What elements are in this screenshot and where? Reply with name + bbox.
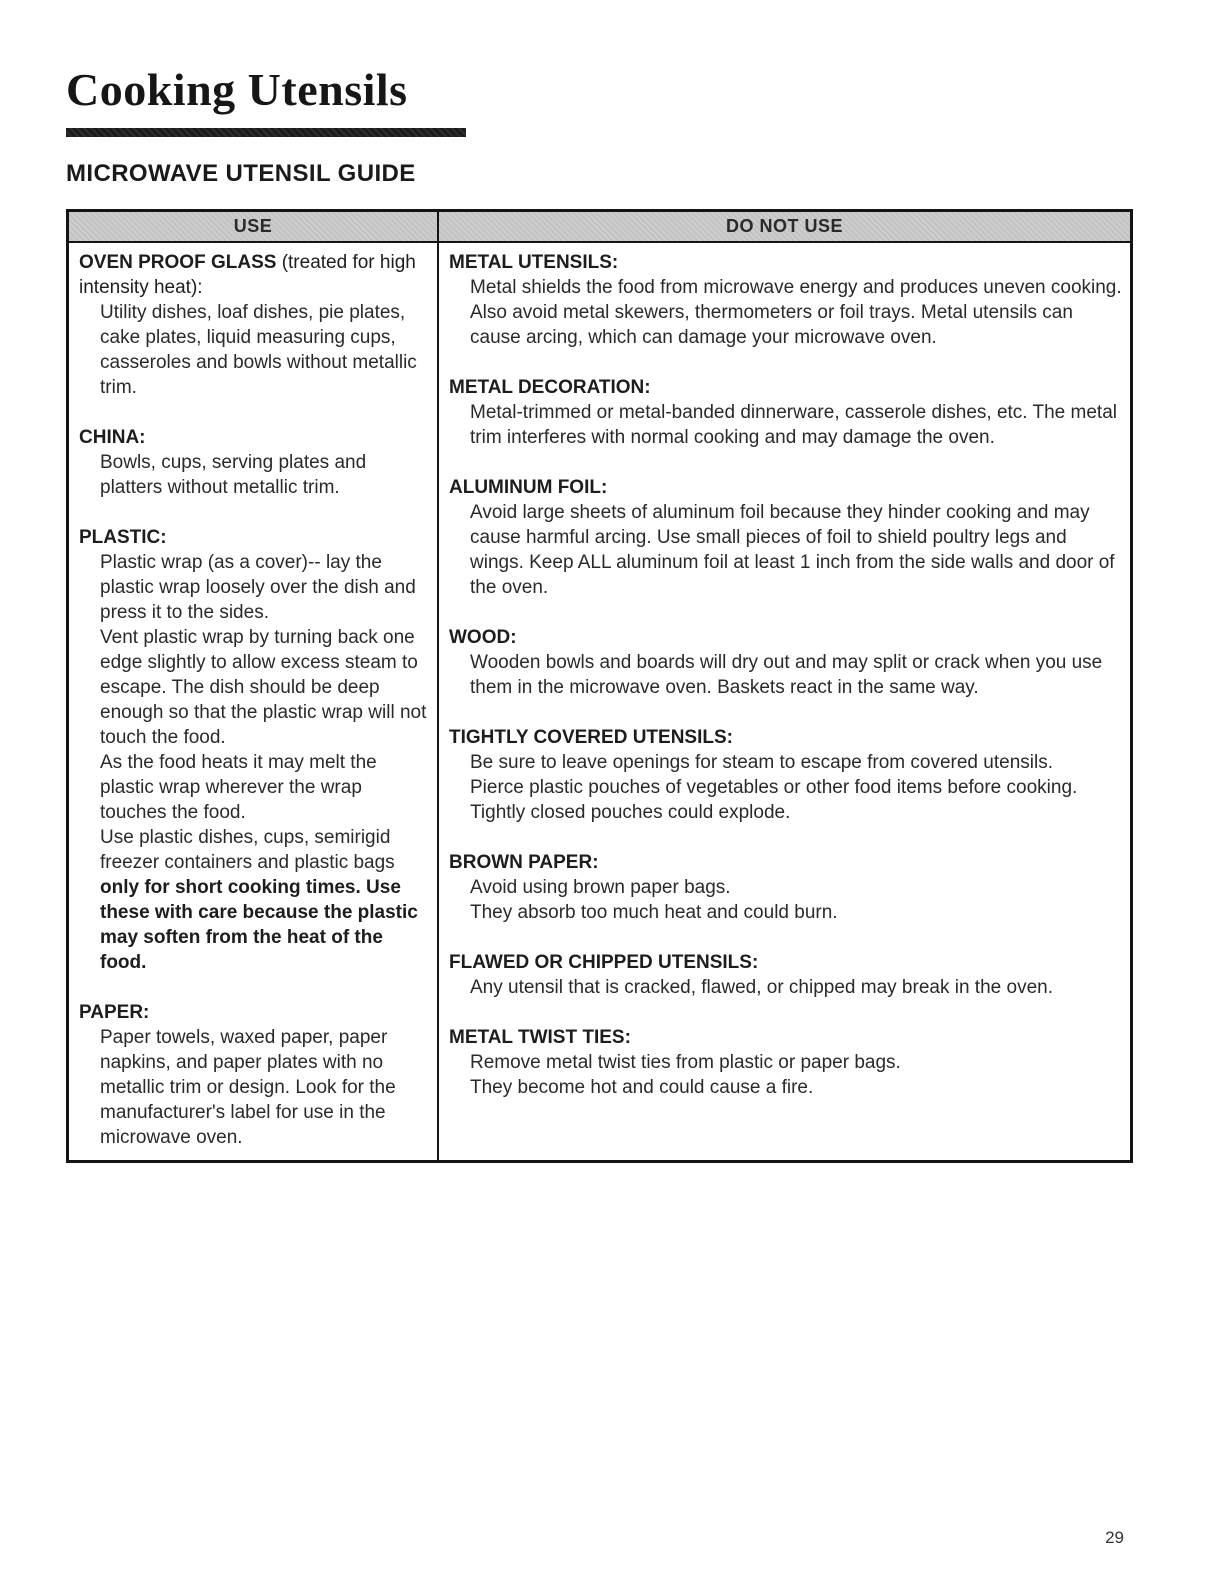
do-not-use-column-header: DO NOT USE [439,212,1130,241]
manual-page [66,62,1133,1163]
section-heading: METAL TWIST TIES: [449,1027,631,1048]
title-underline-rule [66,128,466,137]
use-column-body [69,243,439,1160]
section-paragraph: Utility dishes, loaf dishes, pie plates, cake plates, liquid measuring cups, casseroles and bowls without metallic trim. [100,302,417,398]
section-paragraph: Plastic wrap (as a cover)-- lay the plastic wrap loosely over the dish and press it to the sides. [100,552,416,623]
section-paragraph: Avoid using brown paper bags. [470,877,731,898]
section-paragraph: Use plastic dishes, cups, semirigid freezer containers and plastic bags only for short cooking times. Use these with care because the plastic may soften from the heat of the food. [100,827,418,973]
section-paragraph: Metal shields the food from microwave energy and produces uneven cooking. Also avoid metal skewers, thermometers or foil trays. Metal utensils can cause arcing, which can damage your microwave oven. [470,277,1122,348]
section-heading: OVEN PROOF GLASS (treated for high intensity heat): [79,252,416,298]
section-heading: BROWN PAPER: [449,852,599,873]
section-paragraph: As the food heats it may melt the plastic wrap wherever the wrap touches the food. [100,752,377,823]
utensil-section [449,625,1122,700]
utensil-section [449,250,1122,350]
page-number: 29 [1105,1528,1124,1547]
section-heading: METAL UTENSILS: [449,252,619,273]
utensil-section [449,725,1122,825]
section-paragraph: Metal-trimmed or metal-banded dinnerware, casserole dishes, etc. The metal trim interferes with normal cooking and may damage the oven. [470,402,1117,448]
section-paragraph: Any utensil that is cracked, flawed, or chipped may break in the oven. [470,977,1053,998]
section-heading: CHINA: [79,427,146,448]
utensil-section [449,475,1122,600]
section-heading: PLASTIC: [79,527,167,548]
section-heading: FLAWED OR CHIPPED UTENSILS: [449,952,759,973]
section-paragraph: Wooden bowls and boards will dry out and may split or crack when you use them in the microwave oven. Baskets react in the same way. [470,652,1103,698]
section-heading: WOOD: [449,627,517,648]
utensil-section [449,1025,1122,1100]
section-paragraph: They absorb too much heat and could burn. [470,902,838,923]
guide-heading: MICROWAVE UTENSIL GUIDE [66,160,416,187]
use-column-header: USE [69,212,439,241]
section-heading: ALUMINUM FOIL: [449,477,608,498]
table-header-row [69,212,1130,243]
table-body-row [69,243,1130,1160]
utensil-section [79,1000,429,1150]
section-paragraph: Avoid large sheets of aluminum foil because they hinder cooking and may cause harmful arcing. Use small pieces of foil to shield poultry legs and wings. Keep ALL aluminum foil at least 1 inch from the side walls and door of the oven. [470,502,1115,598]
section-paragraph: Pierce plastic pouches of vegetables or other food items before cooking. [470,777,1078,798]
section-paragraph: Be sure to leave openings for steam to escape from covered utensils. [470,752,1053,773]
page-title: Cooking Utensils [66,64,408,115]
utensil-section [449,375,1122,450]
section-paragraph: Paper towels, waxed paper, paper napkins, and paper plates with no metallic trim or design. Look for the manufacturer's label for use in the microwave oven. [100,1027,396,1148]
do-not-use-column-body [439,243,1130,1160]
utensil-section [449,950,1122,1000]
utensil-section [449,850,1122,925]
section-heading: TIGHTLY COVERED UTENSILS: [449,727,733,748]
utensil-guide-table [66,209,1133,1163]
section-paragraph: Vent plastic wrap by turning back one edge slightly to allow excess steam to escape. The dish should be deep enough so that the plastic wrap will not touch the food. [100,627,427,748]
section-paragraph: Remove metal twist ties from plastic or paper bags. [470,1052,901,1073]
section-heading: METAL DECORATION: [449,377,651,398]
utensil-section [79,250,429,400]
section-heading: PAPER: [79,1002,150,1023]
section-paragraph: Bowls, cups, serving plates and platters without metallic trim. [100,452,367,498]
utensil-section [79,525,429,975]
section-paragraph: Tightly closed pouches could explode. [470,802,791,823]
utensil-section [79,425,429,500]
section-paragraph: They become hot and could cause a fire. [470,1077,814,1098]
